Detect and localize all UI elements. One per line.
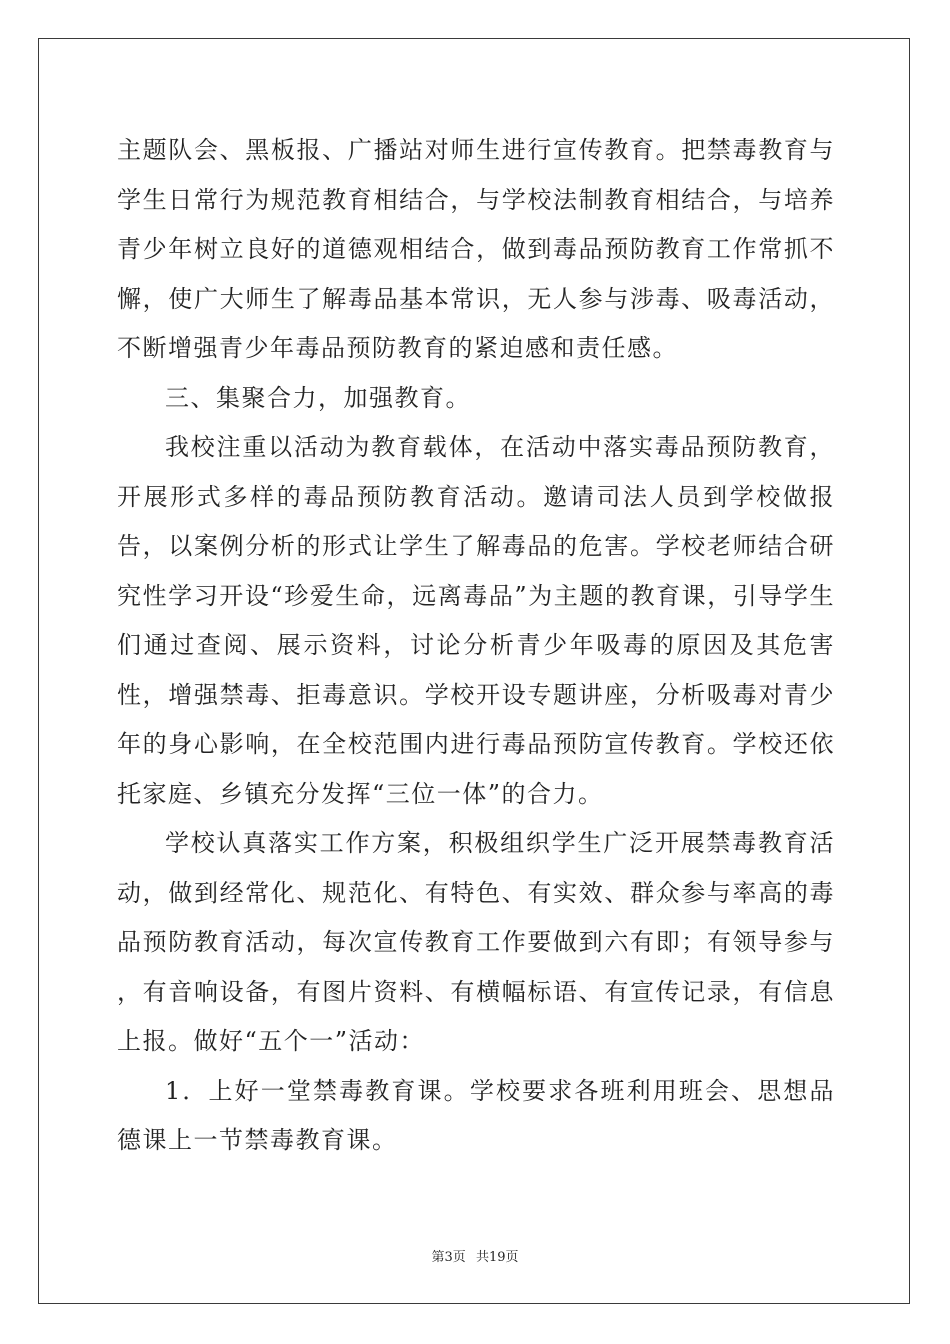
- page-total: 共19页: [475, 1250, 519, 1265]
- paragraph-2: 我校注重以活动为教育载体，在活动中落实毒品预防教育，开展形式多样的毒品预防教育活动。邀请司法人员到学校做报告，以案例分析的形式让学生了解毒品的危害。学校老师结合研究性学习开设“珍爱生命，远离毒品”为主题的教育课，引导学生们通过查阅、展示资料，讨论分析青少年吸毒的原因及其危害性，增强禁毒、拒毒意识。学校开设专题讲座，分析吸毒对青少年的身心影响，在全校范围内进行毒品预防宣传教育。学校还依托家庭、乡镇充分发挥“三位一体”的合力。: [117, 433, 835, 808]
- section-heading: 三、集聚合力，加强教育。: [165, 383, 471, 412]
- paragraph-3: 学校认真落实工作方案，积极组织学生广泛开展禁毒教育活动，做到经常化、规范化、有特色、有实效、群众参与率高的毒品预防教育活动，每次宣传教育工作要做到六有即；有领导参与 ，有音响设备，有图片资料、有横幅标语、有宣传记录，有信息上报。做好“五个一”活动：: [117, 829, 835, 1055]
- paragraph-4: 1．上好一堂禁毒教育课。学校要求各班利用班会、思想品德课上一节禁毒教育课。: [117, 1076, 835, 1154]
- document-body: [117, 126, 835, 1166]
- page-footer: [0, 1246, 950, 1265]
- page-number: 第3页: [431, 1250, 466, 1265]
- paragraph-1: 主题队会、黑板报、广播站对师生进行宣传教育。把禁毒教育与学生日常行为规范教育相结合，与学校法制教育相结合，与培养青少年树立良好的道德观相结合，做到毒品预防教育工作常抓不懈，使广大师生了解毒品基本常识，无人参与涉毒、吸毒活动，不断增强青少年毒品预防教育的紧迫感和责任感。: [117, 136, 835, 362]
